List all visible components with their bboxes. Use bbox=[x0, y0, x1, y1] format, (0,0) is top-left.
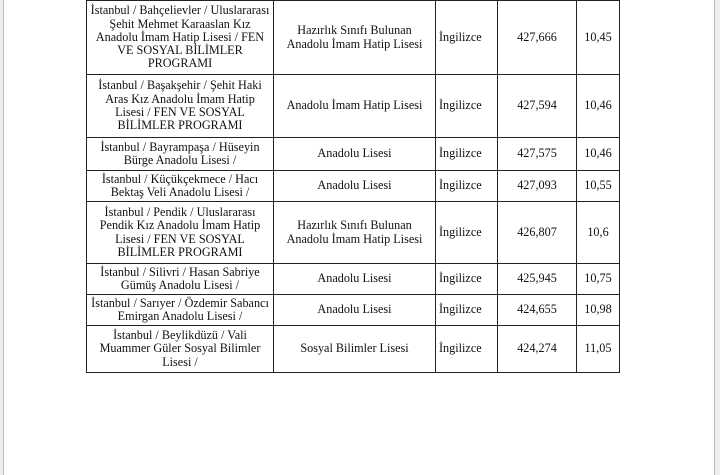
school-type-cell: Anadolu İmam Hatip Lisesi bbox=[274, 75, 436, 138]
language-cell: İngilizce bbox=[436, 264, 498, 295]
language-cell: İngilizce bbox=[436, 138, 498, 171]
percentile-cell: 10,46 bbox=[577, 138, 620, 171]
school-name-cell: İstanbul / Beylikdüzü / Vali Muammer Güler Sosyal Bilimler Lisesi / bbox=[87, 326, 274, 373]
percentile-cell: 11,05 bbox=[577, 326, 620, 373]
school-name-cell: İstanbul / Sarıyer / Özdemir Sabancı Emirgan Anadolu Lisesi / bbox=[87, 295, 274, 326]
score-cell: 426,807 bbox=[498, 202, 577, 264]
school-type-cell: Hazırlık Sınıfı Bulunan Anadolu İmam Hatip Lisesi bbox=[274, 1, 436, 75]
table-row bbox=[87, 326, 620, 373]
school-results-table bbox=[86, 0, 620, 373]
table-row bbox=[87, 171, 620, 202]
percentile-cell: 10,45 bbox=[577, 1, 620, 75]
school-type-cell: Anadolu Lisesi bbox=[274, 264, 436, 295]
language-cell: İngilizce bbox=[436, 171, 498, 202]
school-type-cell: Hazırlık Sınıfı Bulunan Anadolu İmam Hatip Lisesi bbox=[274, 202, 436, 264]
score-cell: 427,093 bbox=[498, 171, 577, 202]
percentile-cell: 10,6 bbox=[577, 202, 620, 264]
score-cell: 427,594 bbox=[498, 75, 577, 138]
school-type-cell: Anadolu Lisesi bbox=[274, 295, 436, 326]
score-cell: 424,655 bbox=[498, 295, 577, 326]
percentile-cell: 10,98 bbox=[577, 295, 620, 326]
table-row bbox=[87, 295, 620, 326]
language-cell: İngilizce bbox=[436, 295, 498, 326]
school-type-cell: Anadolu Lisesi bbox=[274, 171, 436, 202]
percentile-cell: 10,75 bbox=[577, 264, 620, 295]
language-cell: İngilizce bbox=[436, 75, 498, 138]
language-cell: İngilizce bbox=[436, 1, 498, 75]
language-cell: İngilizce bbox=[436, 326, 498, 373]
score-cell: 427,575 bbox=[498, 138, 577, 171]
percentile-cell: 10,46 bbox=[577, 75, 620, 138]
score-cell: 425,945 bbox=[498, 264, 577, 295]
school-name-cell: İstanbul / Küçükçekmece / Hacı Bektaş Veli Anadolu Lisesi / bbox=[87, 171, 274, 202]
school-name-cell: İstanbul / Silivri / Hasan Sabriye Gümüş Anadolu Lisesi / bbox=[87, 264, 274, 295]
language-cell: İngilizce bbox=[436, 202, 498, 264]
table-row bbox=[87, 264, 620, 295]
table-row bbox=[87, 1, 620, 75]
document-page bbox=[3, 0, 715, 475]
school-type-cell: Anadolu Lisesi bbox=[274, 138, 436, 171]
table-row bbox=[87, 202, 620, 264]
score-cell: 427,666 bbox=[498, 1, 577, 75]
table-row bbox=[87, 138, 620, 171]
school-name-cell: İstanbul / Başakşehir / Şehit Haki Aras Kız Anadolu İmam Hatip Lisesi / FEN VE SOSYAL BİLİMLER PROGRAMI bbox=[87, 75, 274, 138]
school-type-cell: Sosyal Bilimler Lisesi bbox=[274, 326, 436, 373]
school-name-cell: İstanbul / Bahçelievler / Uluslararası Şehit Mehmet Karaaslan Kız Anadolu İmam Hatip Lisesi / FEN VE SOSYAL BİLİMLER PROGRAMI bbox=[87, 1, 274, 75]
table-row bbox=[87, 75, 620, 138]
school-name-cell: İstanbul / Pendik / Uluslararası Pendik Kız Anadolu İmam Hatip Lisesi / FEN VE SOSYAL BİLİMLER PROGRAMI bbox=[87, 202, 274, 264]
school-name-cell: İstanbul / Bayrampaşa / Hüseyin Bürge Anadolu Lisesi / bbox=[87, 138, 274, 171]
score-cell: 424,274 bbox=[498, 326, 577, 373]
percentile-cell: 10,55 bbox=[577, 171, 620, 202]
